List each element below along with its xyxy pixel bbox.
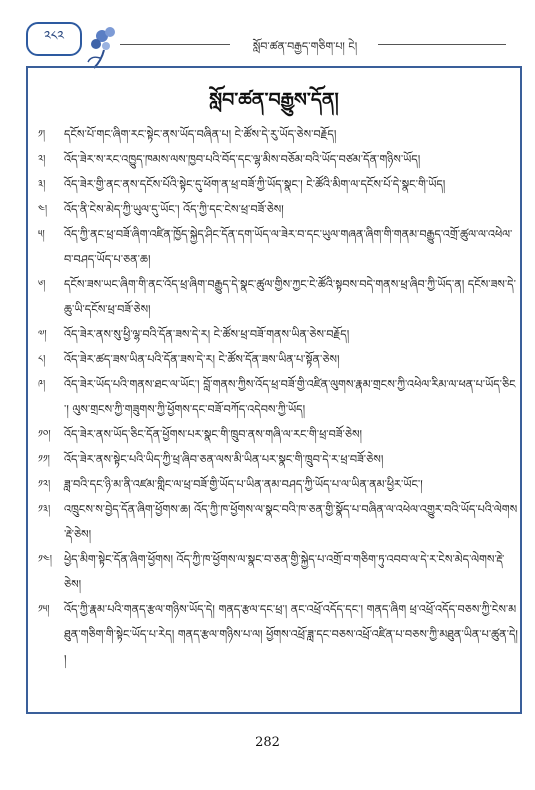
item-number: ༡།: [38, 129, 46, 140]
item-text: དངོས་ཟས་ཡང་ཞིག་གི་ནང་འོད་ཕྲ་ཞིག་བརྒྱུད་དེ་སྣང་ཚུལ་གྱིས་ཀྱང་ངེ་ཚོའི་སྟབས་བདེ་གནས་ཕྲ་ཞིབ་ཀྱི་ཡོད་ན། དངོས་ཟས་དེ་ཆུ་ཡི་དངོས་ཕྲ་བཟོ་ཅེས།: [64, 278, 517, 316]
item-number: ༣།: [38, 179, 46, 190]
running-title: སློབ་ཚན་བརྒྱད་གཅིག་པ། ངེ།: [252, 40, 358, 53]
item-number: ༡༥།: [38, 604, 50, 615]
header-rule-right: [378, 44, 506, 45]
item-number: ༡༤།: [38, 554, 52, 565]
list-item: [34, 547, 518, 597]
page-number: 282: [255, 735, 280, 750]
header-rule-left: [120, 44, 230, 45]
item-number: ༢།: [38, 154, 46, 165]
page-number-tab: ༢༨༢: [26, 22, 82, 56]
item-text: འོད་ཟེར་ཡོད་པའི་གནས་ཐང་ལ་ཡོང་། བློ་གནས་ཀྱིས་འོད་ཕྲ་བཟོ་གྱི་འཛིན་ལུགས་རྣམ་གྲངས་ཀྱི་འཕེལ་རིམ་ལ་ཕན་པ་ཡོད་ཅིང་། ལུས་གྲངས་ཀྱི་གཟུགས་ཀྱི་ཕྱོགས་དང་བཟོ་བཀོད་འདེབས་ཀྱི་ཡོད།: [64, 378, 516, 416]
item-text: འོད་ཟེར་ནས་སྟེང་པའི་ཡིད་ཀྱི་ཕྲ་ཞིབ་ཅན་ལས་མི་ཡིན་པར་སྣང་གི་ཁྲུབ་དེ་ར་ཕྲ་བཟོ་ཅེས།: [64, 453, 384, 466]
item-text: འོད་ཟེར་ས་རང་འཁྱུད་ཁམས་ལས་ཁྱབ་པའི་བོད་དང་ལྷ་མིས་བཅོམ་བའི་ཡོད་བཙམ་དོན་གཉིས་ཡོད།: [64, 153, 421, 166]
item-number: ༥།: [38, 229, 45, 240]
item-number: ༡༡།: [38, 454, 50, 465]
item-text: འོད་ནི་ངེས་མེད་ཀྱི་ཡུལ་དུ་ཡོང་། འོད་ཀྱི་དང་ངེས་ཕྲ་བཟོ་ཅེས།: [64, 203, 284, 216]
item-text: ཟླ་བའི་དང་ཉི་མ་ནི་འཛམ་གླིང་ལ་ཕྲ་བཟོ་གྱི་ཡོད་པ་ཡིན་ནམ་བཤད་ཀྱི་ཡོད་པ་ལ་ཡིན་ནམ་ཕྱིར་ཡོང་།: [64, 478, 423, 491]
list-item: [34, 472, 518, 497]
summary-list: [34, 122, 518, 672]
list-item: [34, 497, 518, 547]
item-number: ༤།: [38, 204, 48, 215]
list-item: [34, 272, 518, 322]
item-text: འོད་ཟེར་ཚད་ཟས་ཡིན་པའི་དོན་ཟས་དེ་ར། ངེ་ཚོས་དོན་ཟས་ཡིན་པ་སྟོན་ཅེས།: [64, 353, 340, 366]
item-number: ༡༠།: [38, 429, 51, 440]
list-item: [34, 172, 518, 197]
page-title: སློབ་ཚན་བརྒྱུས་དོན།: [209, 89, 339, 111]
item-text: ཕྱེད་མིག་སྟེང་དོན་ཞིག་ཕྱོགས། འོད་ཀྱི་ཁ་ཕྱོགས་ལ་སྣང་བ་ཅན་གྱི་སྐྱེད་པ་འགྲོ་བ་གཅིག་ཏུ་འབབ་ལ་དེ་ར་ངེས་མེད་ལེགས་རྡེ་ཅེས།: [64, 553, 505, 591]
list-item: [34, 422, 518, 447]
item-number: ༦།: [38, 279, 46, 290]
item-number: ༡༢།: [38, 479, 51, 490]
item-text: འོད་ཟེར་ནས་སུ་ཕྱི་ལྷ་བའི་དོན་ཟས་དེ་ར། ངེ་ཚོས་ཕྲ་བཟོ་གནས་ཡིན་ཅེས་བརྗོད།: [64, 328, 350, 341]
list-item: [34, 147, 518, 172]
item-number: ༨།: [38, 354, 46, 365]
item-number: ༧།: [38, 329, 47, 340]
item-text: དངོས་པོ་གང་ཞིག་རང་སྟེང་ནས་ཡོད་བཞིན་པ། ངེ་ཚོས་དེ་རུ་ཡོད་ཅེས་བརྗོད།: [64, 128, 337, 141]
item-number: ༩།: [38, 379, 46, 390]
content-frame: [26, 66, 522, 714]
list-item: [34, 197, 518, 222]
item-text: འོད་ཀྱི་རྣམ་པའི་གནད་རྩལ་གཉིས་ཡོད་དེ། གནད་རྩལ་དང་ཕྲ་། ནང་འཕྲོ་འདོད་དང་། གནད་ཞིག ཕྲ་འཕྲོ་འདོད་བཅས་ཀྱི་ངེས་མཐུན་གཅིག་གི་སྟེང་ཡོད་པ་རེད། གནད་རྩལ་གཉིས་པ་ལ། ཕྱོགས་འཕྲོ་ཟླ་དང་བཅས་འཕྲོ་འཛིན་པ་བཅས་ཀྱི་མཐུན་ཡིན་པ་ཚུན་དེ། །: [64, 603, 518, 666]
list-item: [34, 122, 518, 147]
item-text: འོད་ཟེར་ནས་ཡོད་ཅིང་དོན་ཕྱོགས་པར་སྣང་གི་ཁྲུབ་ནས་གཞི་ལ་རང་གི་ཕྲ་བཟོ་ཅེས།: [64, 428, 363, 441]
list-item: [34, 322, 518, 347]
list-item: [34, 347, 518, 372]
list-item: [34, 372, 518, 422]
item-number: ༡༣།: [38, 504, 51, 515]
flower-ornament-icon: [76, 22, 136, 70]
item-text: འོད་ཟེར་གྱི་ནང་ནས་དངོས་པོའི་སྟེང་དུ་ཕོག་ན་ཕྲ་བཟོ་ཀྱི་ཡོད་སྣང་། ངེ་ཚོའི་མིག་ལ་དངོས་པོ་དེ་སྣང་གི་ཡོད།: [64, 178, 446, 191]
list-item: [34, 597, 518, 672]
item-text: འོད་ཀྱི་ནང་ཕྲ་བཟོ་ཞིག་འཛིན་ཁྱོད་སྐྱེད་ཤིང་དོན་དག་ཡོད་ལ་ཟེར་བ་དང་ཡུལ་གཞན་ཞིག་གི་གནམ་བརྒྱུད་འགྲོ་ཚུལ་ལ་འཕེལ་བ་བཤད་ཡོད་པ་ཅན་ཆ།: [64, 228, 513, 266]
page-header: [26, 14, 526, 70]
list-item: [34, 447, 518, 472]
item-text: འཁྲུངས་ས་བྱེད་དོན་ཞིག་ཕྱོགས་ཆ། འོད་ཀྱི་ཁ་ཕྱོགས་ལ་སྣང་བའི་ཁ་ཅན་གྱི་སྣོད་པ་བཞིན་ལ་འཕེལ་འགྱུར་བའི་ཡོད་པའི་ལེགས་རྡེ་ཅེས།: [64, 503, 518, 541]
list-item: [34, 222, 518, 272]
